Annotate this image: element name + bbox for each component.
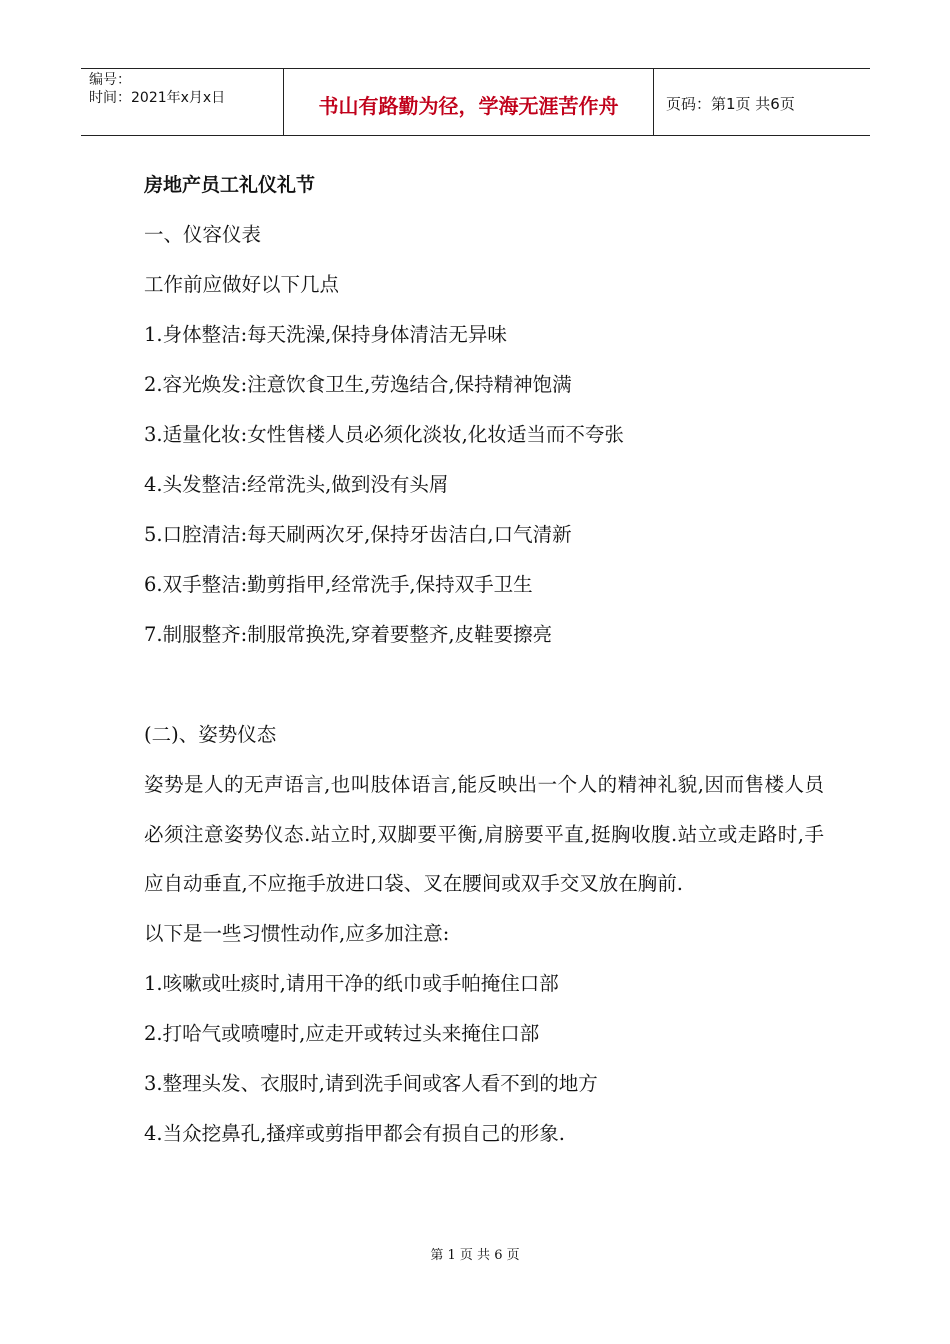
list-item: 4.当众挖鼻孔,搔痒或剪指甲都会有损自己的形象. bbox=[144, 1121, 566, 1145]
header-page-info: 页码：第1页 共6页 bbox=[666, 94, 795, 113]
page-header bbox=[81, 68, 870, 136]
section-heading: (二)、姿势仪态 bbox=[144, 723, 277, 746]
section-intro: 以下是一些习惯性动作,应多加注意: bbox=[144, 921, 450, 945]
list-item: 6.双手整洁:勤剪指甲,经常洗手,保持双手卫生 bbox=[144, 573, 533, 596]
header-meta bbox=[81, 69, 283, 135]
list-item: 3.整理头发、衣服时,请到洗手间或客人看不到的地方 bbox=[144, 1071, 598, 1095]
list-item: 1.身体整洁:每天洗澡,保持身体清洁无异味 bbox=[144, 323, 507, 346]
body-paragraph: 姿势是人的无声语言,也叫肢体语言,能反映出一个人的精神礼貌,因而售楼人员必须注意姿势仪态.站立时,双脚要平衡,肩膀要平直,挺胸收腹.站立或走路时,手应自动垂直,不应拖手放进口袋、叉在腰间或双手交叉放在胸前. bbox=[144, 773, 824, 895]
section-heading: 一、仪容仪表 bbox=[144, 223, 262, 246]
list-item: 3.适量化妆:女性售楼人员必须化淡妆,化妆适当而不夸张 bbox=[144, 423, 624, 446]
list-item: 7.制服整齐:制服常换洗,穿着要整齐,皮鞋要擦亮 bbox=[144, 623, 553, 646]
document-date-label: 时间：2021年x月x日 bbox=[89, 90, 226, 106]
list-item: 4.头发整洁:经常洗头,做到没有头屑 bbox=[144, 473, 449, 496]
list-item: 1.咳嗽或吐痰时,请用干净的纸巾或手帕掩住口部 bbox=[144, 971, 559, 995]
page-footer: 第 1 页 共 6 页 bbox=[430, 1248, 520, 1263]
document-number-label: 编号： bbox=[89, 72, 131, 88]
blank-line bbox=[144, 660, 824, 710]
list-item: 2.打哈气或喷嚏时,应走开或转过头来掩住口部 bbox=[144, 1021, 540, 1045]
document-body bbox=[144, 160, 824, 1159]
document-title: 房地产员工礼仪礼节 bbox=[144, 174, 316, 196]
list-item: 5.口腔清洁:每天刷两次牙,保持牙齿洁白,口气清新 bbox=[144, 523, 572, 546]
header-motto: 书山有路勤为径，学海无涯苦作舟 bbox=[283, 69, 654, 135]
list-item: 2.容光焕发:注意饮食卫生,劳逸结合,保持精神饱满 bbox=[144, 373, 572, 396]
section-intro: 工作前应做好以下几点 bbox=[144, 273, 340, 296]
